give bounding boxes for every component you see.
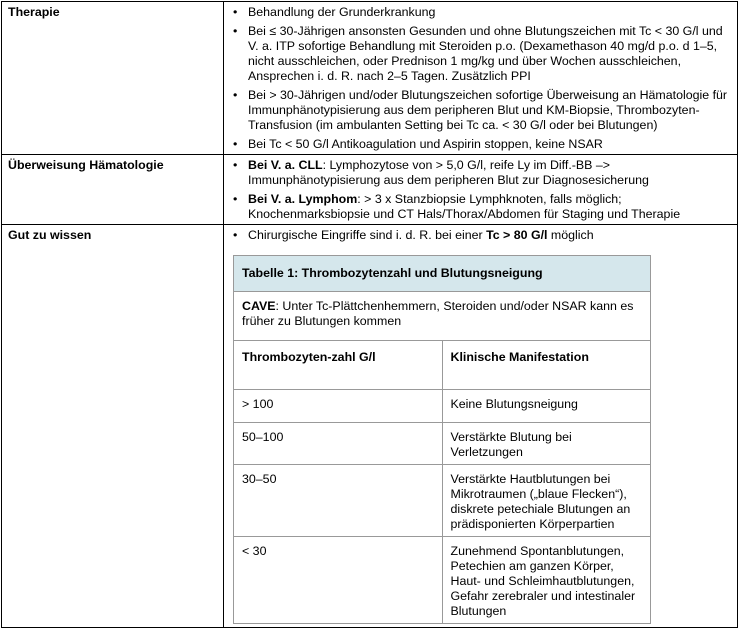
row-content (224, 155, 738, 225)
row-label: Überweisung Hämatologie (2, 155, 224, 225)
cell-count: > 100 (234, 390, 443, 423)
item-bold: Bei V. a. Lymphom (248, 192, 358, 206)
list-item (231, 88, 731, 133)
table-header-row (234, 341, 651, 390)
list-item (231, 192, 731, 222)
bullet-icon: • (233, 137, 238, 151)
table-caption (234, 256, 651, 292)
note-bold: CAVE (242, 299, 276, 313)
list-item (231, 24, 731, 84)
item-text: : > 3 x Stanzbiopsie Lymphknoten, falls möglich; Knochenmarksbiopsie und CT Hals/Thorax/Abdomen für Staging und Therapie (248, 192, 681, 221)
item-text: Bei ≤ 30-Jährigen ansonsten Gesunden und ohne Blutungszeichen mit Tc < 30 G/l und V. a. ITP sofortige Behandlung mit Steroiden p.o. (Dexamethason 40 mg/d p.o. d 1–5, nicht ausschleichen, oder Prednison 1 mg/kg und über Wochen ausschleichen, Ansprechen i. d. R. nach 2–5 Tagen. Zusätzlich PPI (248, 24, 723, 83)
table1-wrapper (231, 247, 731, 627)
list-item (231, 5, 731, 20)
bullet-icon: • (233, 24, 238, 38)
cell-manifestation: Keine Blutungsneigung (442, 390, 651, 423)
row-content (224, 2, 738, 155)
note-text: : Unter Tc-Plättchenhemmern, Steroiden und/oder NSAR kann es früher zu Blutungen kommen (242, 299, 634, 328)
bullet-list (231, 5, 731, 152)
cell-manifestation: Zunehmend Spontanblutungen, Petechien am ganzen Körper, Haut- und Schleimhautblutungen, Gefahr zerebraler und intestinaler Blutungen (442, 537, 651, 624)
column-header: Klinische Manifestation (442, 341, 651, 390)
table-row (234, 390, 651, 423)
row-gut-zu-wissen (2, 225, 738, 628)
item-text: Bei > 30-Jährigen und/oder Blutungszeichen sofortige Überweisung an Hämatologie für Immunphänotypisierung aus dem peripheren Blut und KM-Biopsie, Thrombozyten-Transfusion (im ambulanten Setting bei Tc ca. < 30 G/l oder bei Blutungen) (248, 88, 728, 132)
table-note-row (234, 292, 651, 341)
item-bold: Tc > 80 G/l (486, 228, 548, 242)
row-label: Therapie (2, 2, 224, 155)
bullet-list (231, 228, 731, 243)
caption-rest: : Thrombozytenzahl und Blutungsneigung (294, 266, 543, 280)
table-note (234, 292, 651, 341)
caption-prefix: Tabelle 1 (242, 266, 295, 280)
cell-manifestation: Verstärkte Hautblutungen bei Mikrotraumen („blaue Flecken“), diskrete petechiale Blutungen an prädisponierten Körperpartien (442, 465, 651, 537)
item-text-end: möglich (547, 228, 594, 242)
cell-count: 50–100 (234, 423, 443, 465)
item-text: Behandlung der Grunderkrankung (248, 5, 436, 19)
table-row (234, 537, 651, 624)
item-text: Chirurgische Eingriffe sind i. d. R. bei einer (248, 228, 487, 242)
list-item (231, 158, 731, 188)
bullet-list (231, 158, 731, 222)
cell-count: 30–50 (234, 465, 443, 537)
row-ueberweisung (2, 155, 738, 225)
table-row (234, 423, 651, 465)
row-therapie (2, 2, 738, 155)
item-text: : Lymphozytose von > 5,0 G/l, reife Ly im Diff.-BB –> Immunphänotypisierung aus dem peripheren Blut zur Diagnosesicherung (248, 158, 649, 187)
table-caption-row (234, 256, 651, 292)
main-table (1, 1, 738, 628)
bullet-icon: • (233, 228, 238, 242)
list-item (231, 228, 731, 243)
row-label: Gut zu wissen (2, 225, 224, 628)
bullet-icon: • (233, 158, 238, 172)
bullet-icon: • (233, 5, 238, 19)
bullet-icon: • (233, 192, 238, 206)
bullet-icon: • (233, 88, 238, 102)
row-content (224, 225, 738, 628)
column-header: Thrombozyten-zahl G/l (234, 341, 443, 390)
cell-count: < 30 (234, 537, 443, 624)
thrombocyte-table (233, 255, 651, 624)
item-bold: Bei V. a. CLL (248, 158, 323, 172)
table-row (234, 465, 651, 537)
item-text: Bei Tc < 50 G/l Antikoagulation und Aspirin stoppen, keine NSAR (248, 137, 603, 151)
cell-manifestation: Verstärkte Blutung bei Verletzungen (442, 423, 651, 465)
list-item (231, 137, 731, 152)
